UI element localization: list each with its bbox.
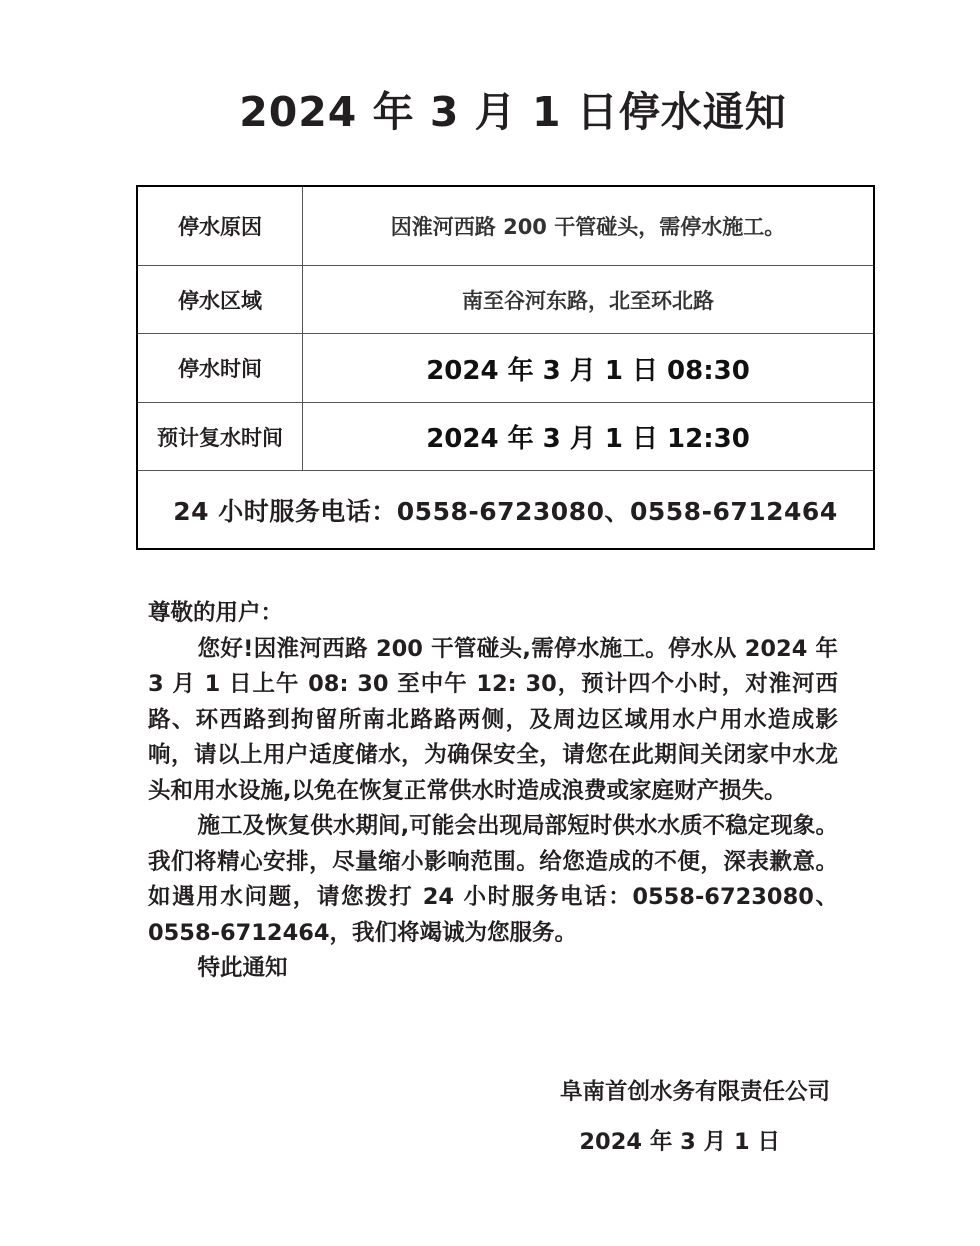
start-time-label: 停水时间 — [138, 334, 303, 402]
table-row-restore-time — [138, 403, 873, 471]
reason-label: 停水原因 — [138, 187, 303, 265]
reason-value: 因淮河西路 200 干管碰头，需停水施工。 — [390, 215, 786, 239]
info-table — [136, 185, 875, 550]
letter-closing: 特此通知 — [197, 955, 288, 981]
restore-time-value: 2024 年 3 月 1 日 12:30 — [426, 424, 750, 454]
area-label: 停水区域 — [138, 266, 303, 333]
table-row-reason — [138, 187, 873, 266]
letter-body — [148, 596, 838, 987]
area-value: 南至谷河东路，北至环北路 — [462, 288, 714, 313]
signature-company: 阜南首创水务有限责任公司 — [559, 1079, 830, 1105]
letter-paragraph: 您好!因淮河西路 200 干管碰头,需停水施工。停水从 2024 年 3 月 1 日上午 08: 30 至中午 12: 30，预计四个小时，对淮河西路、环西路到拘留所南北路路两侧，及周边区域用水户用水造成影响，请以上用户适度储水，为确保安全，请您在此期间关闭家中水龙头和用水设施,以免在恢复正常供水时造成浪费或家庭财产损失。 — [148, 635, 838, 804]
hotline-row: 24 小时服务电话：0558-6723080、0558-6712464 — [173, 496, 838, 526]
table-row-start-time — [138, 334, 873, 403]
restore-time-label: 预计复水时间 — [138, 403, 303, 470]
letter-paragraph: 施工及恢复供水期间,可能会出现局部短时供水水质不稳定现象。我们将精心安排，尽量缩小影响范围。给您造成的不便，深表歉意。如遇用水问题，请您拨打 24 小时服务电话：0558-6723080、0558-6712464，我们将竭诚为您服务。 — [148, 813, 838, 946]
signature-date: 2024 年 3 月 1 日 — [579, 1129, 780, 1155]
notice-title: 2024 年 3 月 1 日停水通知 — [239, 88, 787, 136]
start-time-value: 2024 年 3 月 1 日 08:30 — [426, 355, 750, 386]
table-row-area — [138, 266, 873, 334]
letter-salutation: 尊敬的用户： — [148, 600, 284, 626]
